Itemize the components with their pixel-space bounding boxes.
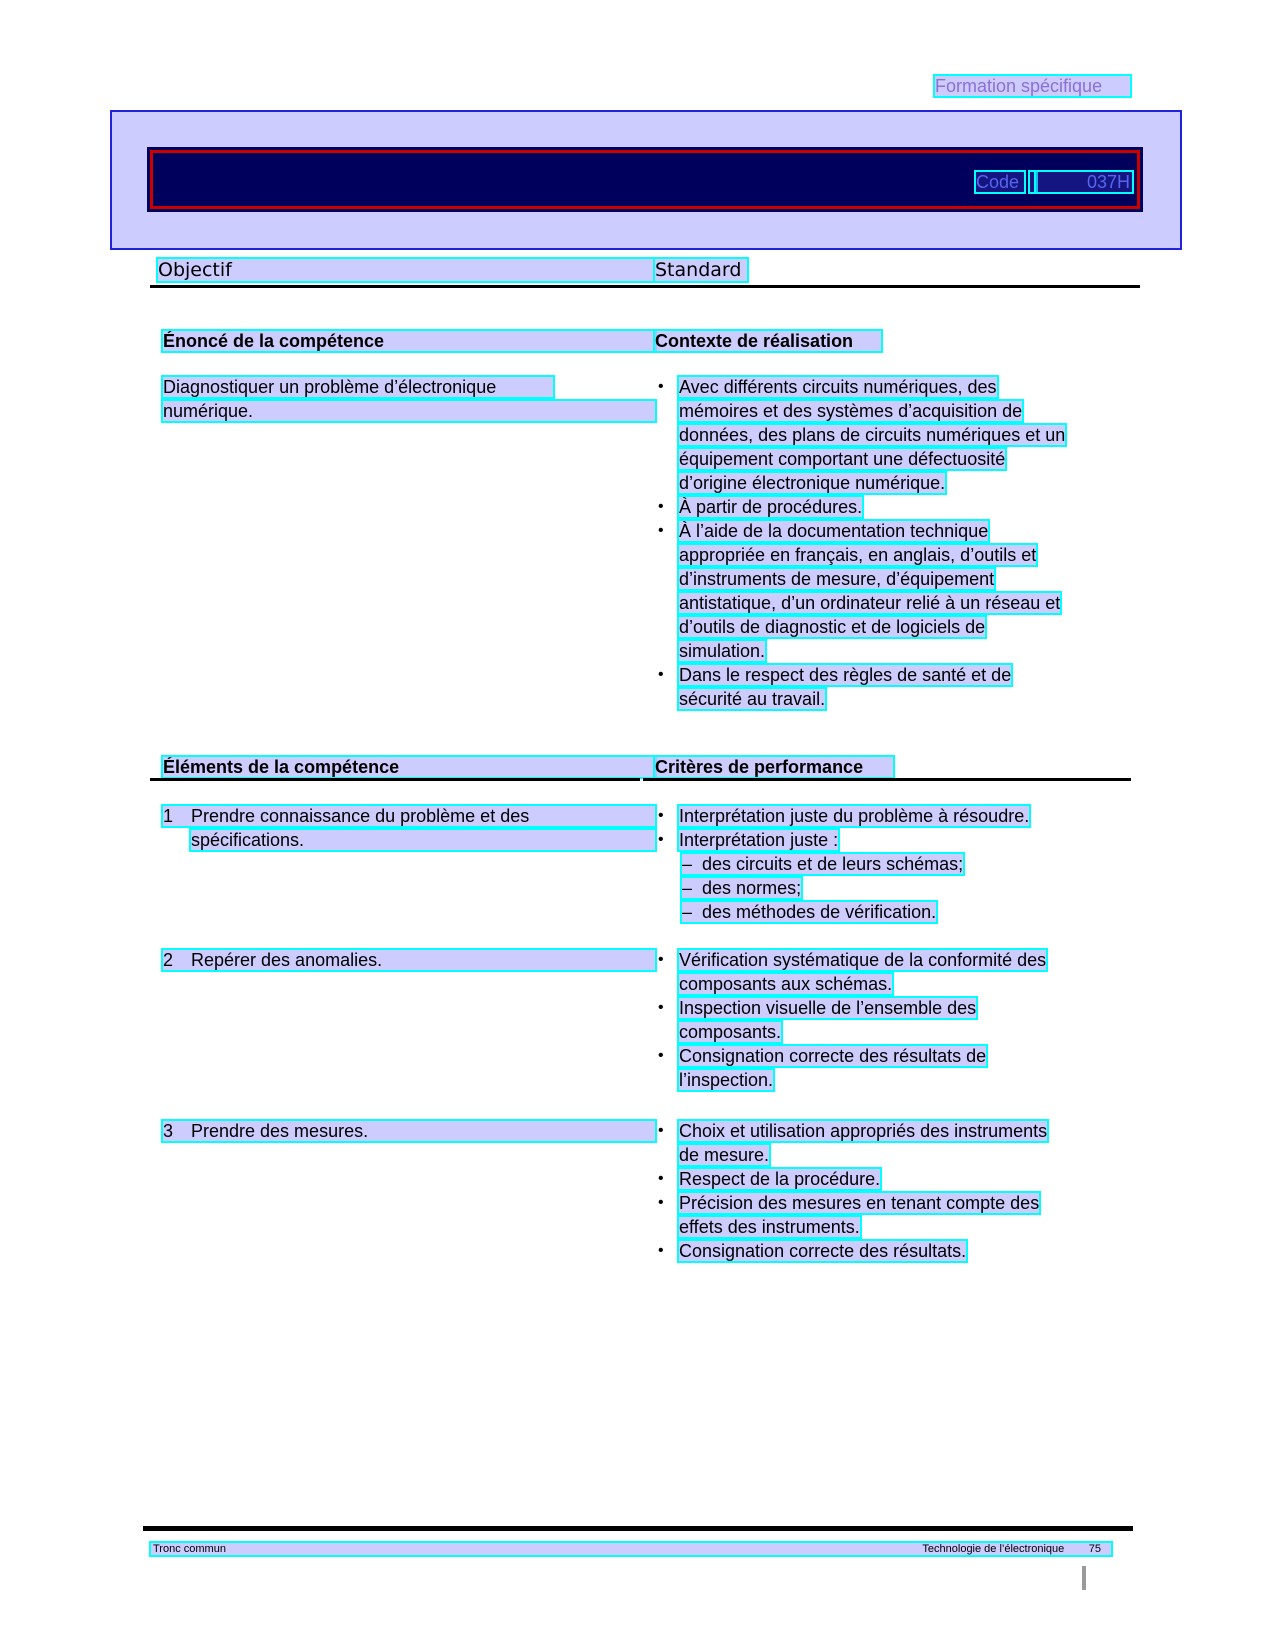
- sub-text: des circuits et de leurs schémas;: [702, 854, 964, 874]
- contexte-line: données, des plans de circuits numériques et un: [679, 425, 1066, 445]
- bullet-icon: •: [658, 1242, 664, 1259]
- criteria-line: Interprétation juste :: [679, 830, 839, 850]
- list-item: [658, 665, 1133, 709]
- code-label: Code: [976, 172, 1024, 192]
- list-item: [658, 1169, 1133, 1189]
- contexte-line: À partir de procédures.: [679, 497, 863, 517]
- list-item: [658, 1121, 1133, 1165]
- element-line: [163, 806, 655, 826]
- bullet-icon: •: [658, 522, 664, 539]
- criteria-line: Respect de la procédure.: [679, 1169, 881, 1189]
- list-item: [658, 1046, 1133, 1090]
- bullet-icon: •: [658, 1170, 664, 1187]
- criteria-line: Interprétation juste du problème à résoudre.: [679, 806, 1030, 826]
- criteria-line: Vérification systématique de la conformité des: [679, 950, 1047, 970]
- criteria-list-3: [658, 1121, 1133, 1265]
- criteria-list-2: [658, 950, 1133, 1094]
- dash-icon: –: [682, 878, 693, 898]
- criteria-line: Choix et utilisation appropriés des instruments: [679, 1121, 1048, 1141]
- bullet-icon: •: [658, 831, 664, 848]
- contexte-line: Dans le respect des règles de santé et de: [679, 665, 1012, 685]
- list-item: [658, 830, 1133, 922]
- criteria-line: de mesure.: [679, 1145, 770, 1165]
- page-marker: [1082, 1566, 1086, 1590]
- sub-list-item: [682, 902, 1133, 922]
- contexte-line: À l’aide de la documentation technique: [679, 521, 989, 541]
- dash-icon: –: [682, 902, 693, 922]
- elements-rule: [150, 778, 640, 781]
- dash-icon: –: [682, 854, 693, 874]
- list-item: [658, 950, 1133, 994]
- sub-list-item: [682, 854, 1133, 874]
- contexte-line: d’instruments de mesure, d’équipement: [679, 569, 995, 589]
- program-label: Formation spécifique: [935, 76, 1130, 96]
- sub-line: [682, 902, 936, 922]
- criteria-line: Inspection visuelle de l’ensemble des: [679, 998, 977, 1018]
- element-line: [163, 1121, 655, 1141]
- contexte-line: Avec différents circuits numériques, des: [679, 377, 997, 397]
- criteria-line: composants aux schémas.: [679, 974, 893, 994]
- sub-line: [682, 878, 801, 898]
- objectif-heading: Objectif: [158, 259, 653, 281]
- elements-heading: Éléments de la compétence: [163, 757, 655, 777]
- header-rule: [150, 285, 1140, 288]
- footer-rule: [143, 1526, 1133, 1531]
- contexte-line: antistatique, d’un ordinateur relié à un réseau et: [679, 593, 1061, 613]
- element-item-3: [163, 1121, 655, 1141]
- criteria-line: Précision des mesures en tenant compte des: [679, 1193, 1040, 1213]
- footer-left: Tronc commun: [153, 1543, 226, 1555]
- criteria-line: composants.: [679, 1022, 782, 1042]
- contexte-line: simulation.: [679, 641, 766, 661]
- bullet-icon: •: [658, 951, 664, 968]
- sub-line: [682, 854, 963, 874]
- element-text: Repérer des anomalies.: [191, 950, 383, 970]
- criteria-rule: [643, 778, 1131, 781]
- list-item: [658, 998, 1133, 1042]
- contexte-line: d’outils de diagnostic et de logiciels de: [679, 617, 986, 637]
- enonce-line: Diagnostiquer un problème d’électronique: [163, 377, 553, 397]
- footer: [151, 1543, 1111, 1555]
- contexte-line: appropriée en français, en anglais, d’outils et: [679, 545, 1037, 565]
- contexte-list: [658, 377, 1133, 713]
- criteria-line: l’inspection.: [679, 1070, 774, 1090]
- list-item: [658, 806, 1133, 826]
- criteria-line: effets des instruments.: [679, 1217, 860, 1237]
- element-number: 2: [163, 950, 174, 970]
- bullet-icon: •: [658, 498, 664, 515]
- criteria-line: Consignation correcte des résultats.: [679, 1241, 967, 1261]
- contexte-line: d’origine électronique numérique.: [679, 473, 946, 493]
- enonce-line: numérique.: [163, 401, 655, 421]
- sub-text: des méthodes de vérification.: [702, 902, 937, 922]
- sub-text: des normes;: [702, 878, 802, 898]
- criteria-list-1: [658, 806, 1133, 926]
- element-number: 3: [163, 1121, 174, 1141]
- contexte-heading: Contexte de réalisation: [655, 331, 881, 351]
- contexte-line: mémoires et des systèmes d’acquisition de: [679, 401, 1023, 421]
- footer-right: [922, 1543, 1101, 1555]
- element-item-1: [163, 806, 655, 850]
- list-item: [658, 1241, 1133, 1261]
- bullet-icon: •: [658, 1047, 664, 1064]
- contexte-line: sécurité au travail.: [679, 689, 826, 709]
- enonce-text: [163, 377, 655, 421]
- code-value: 037H: [1036, 172, 1132, 192]
- list-item: [658, 521, 1133, 661]
- bullet-icon: •: [658, 807, 664, 824]
- standard-heading: Standard: [655, 259, 747, 281]
- element-number: 1: [163, 806, 174, 826]
- bullet-icon: •: [658, 666, 664, 683]
- sub-list-item: [682, 878, 1133, 898]
- criteria-heading: Critères de performance: [655, 757, 893, 777]
- element-line: [163, 950, 655, 970]
- enonce-heading: Énoncé de la compétence: [163, 331, 655, 351]
- element-line: spécifications.: [191, 830, 655, 850]
- page-number: 75: [1088, 1543, 1101, 1555]
- element-item-2: [163, 950, 655, 970]
- contexte-line: équipement comportant une défectuosité: [679, 449, 1006, 469]
- element-text: Prendre connaissance du problème et des: [191, 806, 530, 826]
- bullet-icon: •: [658, 999, 664, 1016]
- bullet-icon: •: [658, 1194, 664, 1211]
- list-item: [658, 377, 1133, 493]
- element-text: Prendre des mesures.: [191, 1121, 369, 1141]
- criteria-line: Consignation correcte des résultats de: [679, 1046, 987, 1066]
- footer-title: Technologie de l’électronique: [922, 1543, 1065, 1555]
- bullet-icon: •: [658, 378, 664, 395]
- list-item: [658, 1193, 1133, 1237]
- bullet-icon: •: [658, 1122, 664, 1139]
- list-item: [658, 497, 1133, 517]
